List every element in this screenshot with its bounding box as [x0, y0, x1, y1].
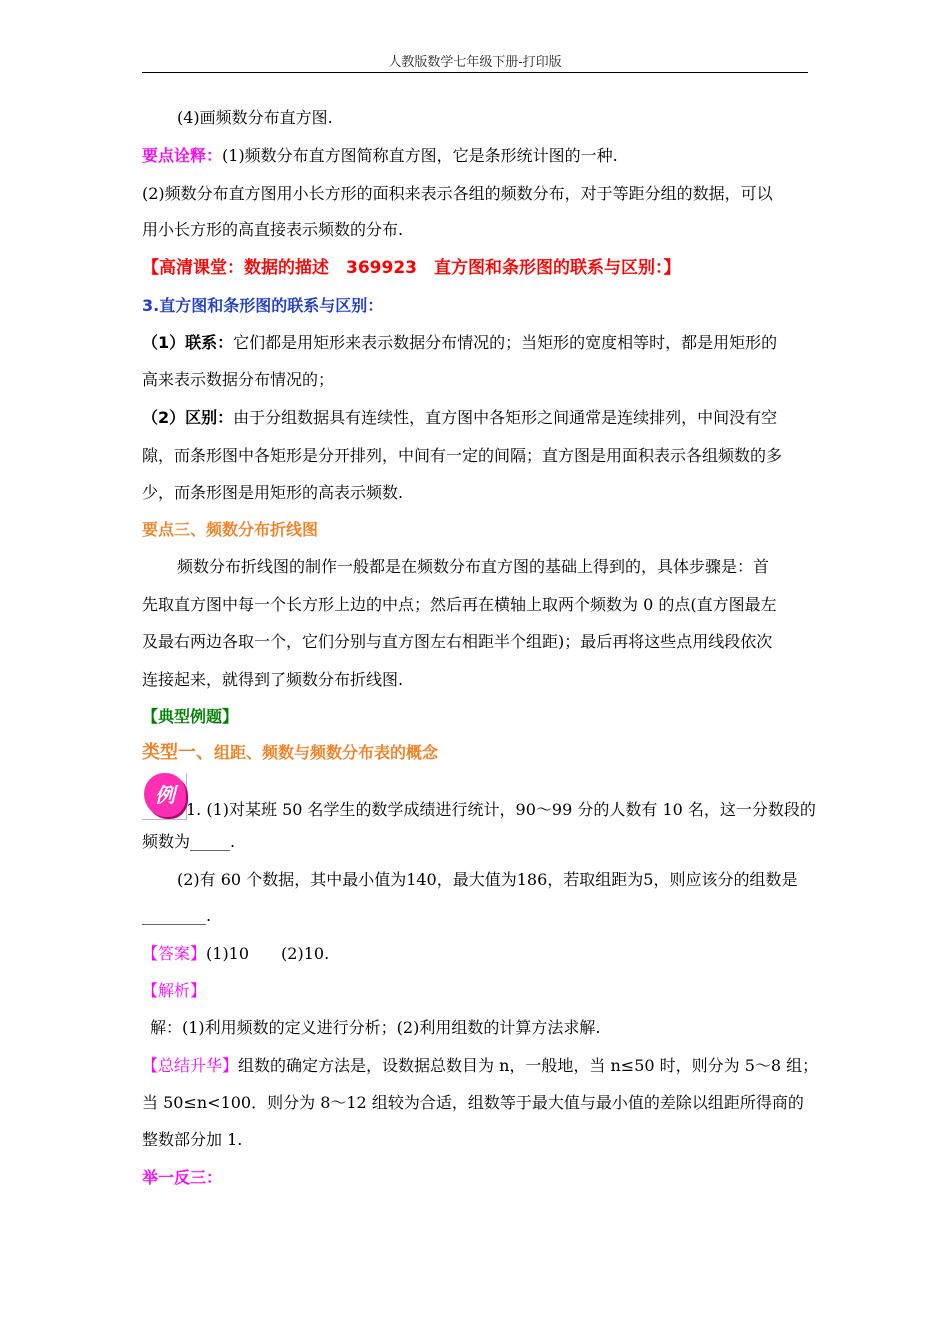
type-1-prefix: 类型一、: [142, 742, 214, 763]
point-3-title: 要点三、频数分布折线图: [142, 520, 319, 539]
analysis-text: 解：(1)利用频数的定义进行分析；(2)利用组数的计算方法求解.: [150, 1018, 601, 1037]
note-label: 要点诠释：: [142, 146, 223, 165]
point-3-line-4: 连接起来，就得到了频数分布折线图.: [142, 670, 404, 689]
difference-line-1: [142, 408, 810, 428]
summary-line-2: 当 50≤n<100．则分为 8～12 组较为合适，组数等于最大值与最小值的差除以组距所得商的: [142, 1093, 804, 1112]
question-1-line-1: 1. (1)对某班 50 名学生的数学成绩进行统计，90～99 分的人数有 10 名，这一分数段的: [186, 800, 816, 819]
answer-text: (1)10 (2)10.: [206, 944, 330, 963]
examples-title: 【典型例题】: [142, 707, 239, 726]
example-badge-icon: [144, 773, 186, 817]
example-badge-text: 例: [155, 783, 175, 807]
summary-line-3: 整数部分加 1.: [142, 1130, 243, 1149]
type-1-title: 组距、频数与频数分布表的概念: [214, 743, 439, 762]
point-3-line-1: 频数分布折线图的制作一般都是在频数分布直方图的基础上得到的，具体步骤是：首: [177, 557, 770, 576]
type-1-heading: [142, 743, 810, 763]
difference-line-3: 少，而条形图是用矩形的高表示频数.: [142, 483, 404, 502]
hd-classroom-link[interactable]: 【高清课堂：数据的描述 369923 直方图和条形图的联系与区别：】: [142, 258, 681, 278]
point-3-line-3: 及最右两边各取一个，它们分别与直方图左右相距半个组距)；最后再将这些点用线段依次: [142, 632, 773, 651]
relation-line-2: 高来表示数据分布情况的；: [142, 370, 335, 389]
question-2-line-2: ________.: [142, 906, 212, 925]
difference-text-1: 由于分组数据具有连续性，直方图中各矩形之间通常是连续排列，中间没有空: [233, 408, 778, 427]
note-2-line-1: (2)频数分布直方图用小长方形的面积来表示各组的频数分布，对于等距分组的数据，可以: [142, 184, 773, 203]
answer-label: 【答案】: [142, 944, 207, 963]
summary-line-1: [142, 1056, 819, 1076]
difference-label: （2）区别：: [142, 408, 234, 427]
relation-line-1: [142, 333, 810, 353]
relation-text-1: 它们都是用矩形来表示数据分布情况的；当矩形的宽度相等时，都是用矩形的: [233, 333, 778, 352]
relation-label: （1）联系：: [142, 333, 234, 352]
summary-label: 【总结升华】: [142, 1056, 239, 1075]
practice-label: 举一反三：: [142, 1168, 223, 1187]
section-3-title: 3.直方图和条形图的联系与区别：: [142, 296, 384, 315]
page-header: 人教版数学七年级下册-打印版: [142, 52, 808, 73]
step-4: (4)画频数分布直方图.: [177, 108, 333, 127]
analysis-label: 【解析】: [142, 981, 207, 1000]
note-2-line-2: 用小长方形的高直接表示频数的分布.: [142, 220, 404, 239]
question-1-line-2: 频数为_____.: [142, 832, 236, 851]
summary-text-1: 组数的确定方法是，设数据总数目为 n，一般地，当 n≤50 时，则分为 5～8 组；: [238, 1056, 819, 1075]
point-3-line-2: 先取直方图中每一个长方形上边的中点；然后再在横轴上取两个频数为 0 的点(直方图最左: [142, 595, 777, 614]
note-1-text: (1)频数分布直方图简称直方图，它是条形统计图的一种.: [222, 146, 618, 165]
note-paragraph-1: [142, 146, 810, 166]
answer-line: [142, 944, 810, 964]
difference-line-2: 隙，而条形图中各矩形是分开排列，中间有一定的间隔；直方图是用面积表示各组频数的多: [142, 446, 783, 465]
question-2-line-1: (2)有 60 个数据，其中最小值为140，最大值为186，若取组距为5，则应该分的组数是: [177, 870, 798, 889]
